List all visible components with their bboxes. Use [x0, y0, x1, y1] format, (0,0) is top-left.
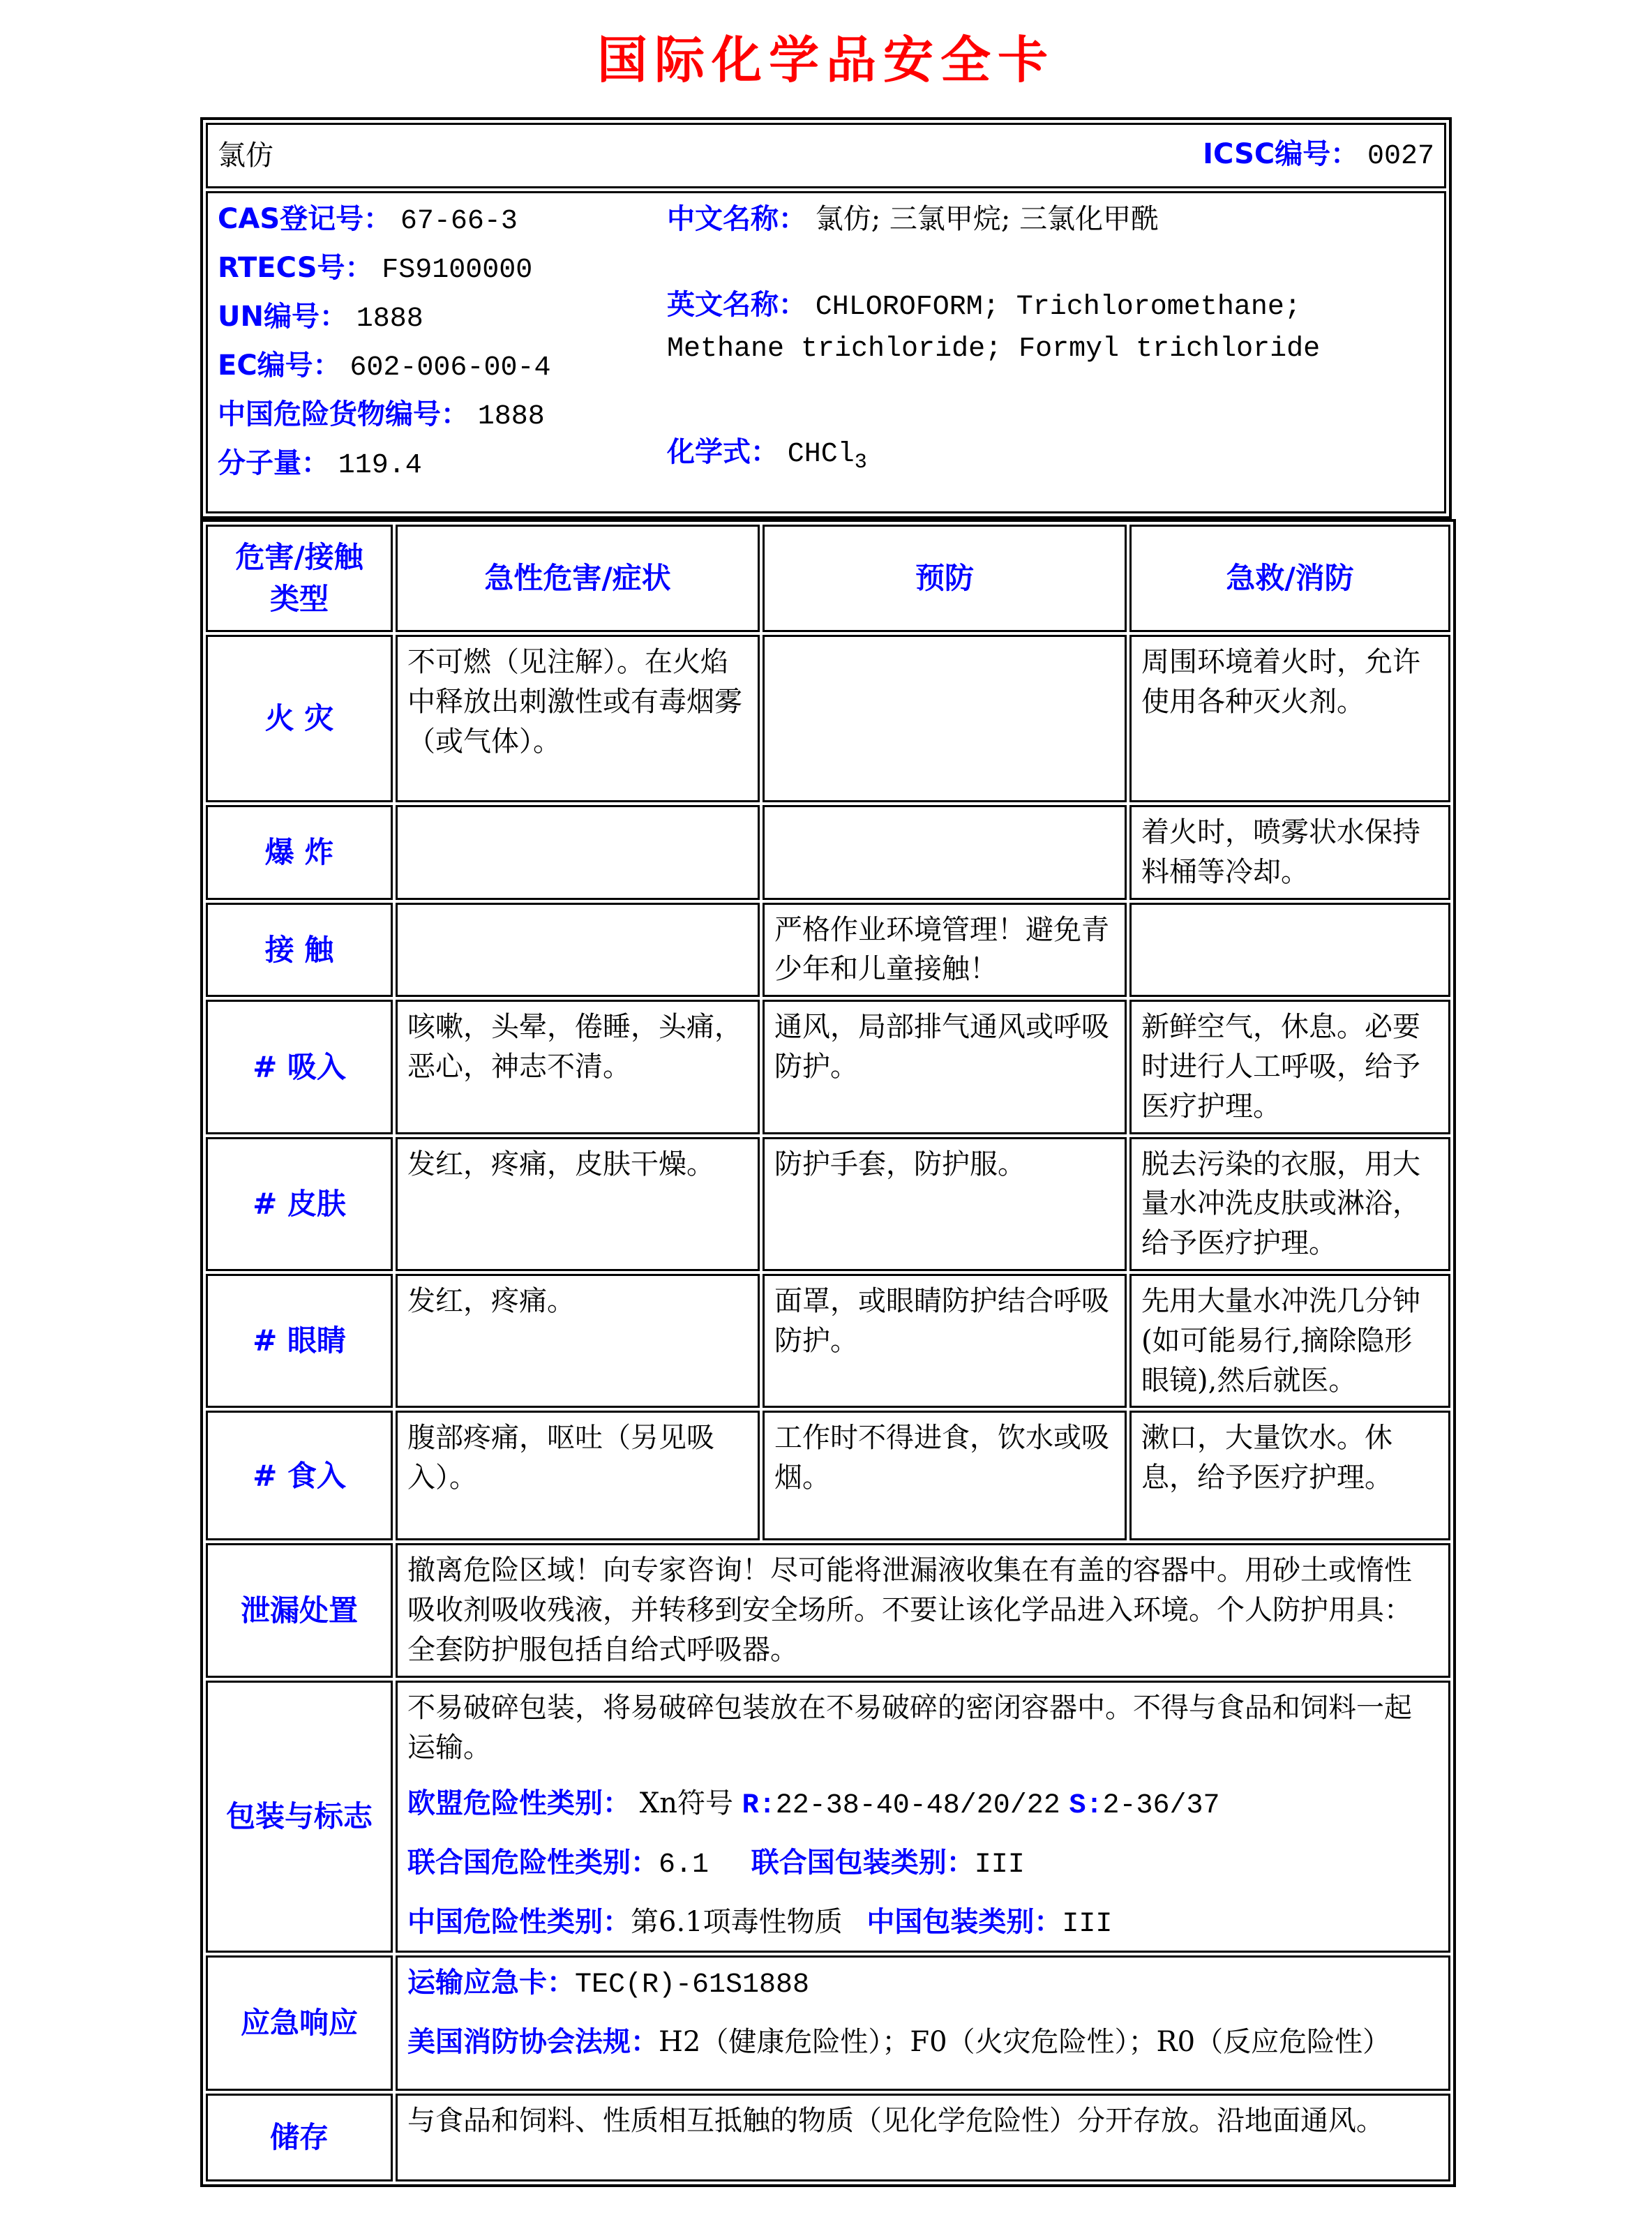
formula-line — [667, 436, 1434, 479]
row-label-eyes: # 眼睛 — [206, 1274, 393, 1408]
chinese-name-line — [667, 203, 1434, 235]
molecular-weight-value: 119.4 — [338, 450, 422, 481]
row-label-ingestion: # 食入 — [206, 1411, 393, 1540]
substance-name: 氯仿 — [218, 139, 273, 172]
tremcard-line — [407, 1963, 1439, 2006]
chinese-name-value: 氯仿; 三氯甲烷; 三氯化甲酰 — [815, 203, 1159, 235]
nfpa-label: 美国消防协会法规： — [407, 2025, 659, 2058]
molecular-weight-label: 分子量： — [218, 447, 329, 479]
nfpa-line — [407, 2022, 1439, 2062]
page-title: 国际化学品安全卡 — [596, 30, 1055, 89]
identification-body — [206, 191, 1446, 513]
cas-number-line — [218, 203, 657, 238]
storage-row — [206, 2094, 1450, 2181]
exposure-first-aid-cell — [1129, 903, 1450, 998]
un-number-line — [218, 301, 657, 336]
ingestion-prevention-cell: 工作时不得进食，饮水或吸烟。 — [763, 1411, 1127, 1540]
r-phrases-label: R: — [742, 1790, 776, 1822]
row-label-spill: 泄漏处置 — [206, 1543, 393, 1677]
tremcard-label: 运输应急卡： — [407, 1966, 575, 1999]
ingestion-symptoms-cell: 腹部疼痛，呕吐（另见吸入）。 — [396, 1411, 760, 1540]
skin-prevention-cell: 防护手套，防护服。 — [763, 1137, 1127, 1271]
china-dg-number-value: 1888 — [477, 401, 545, 433]
row-label-inhalation: # 吸入 — [206, 1000, 393, 1134]
fire-first-aid-cell: 周围环境着火时，允许使用各种灭火剂。 — [1129, 635, 1450, 802]
cn-hazard-class-label: 中国危险性类别： — [407, 1905, 631, 1938]
r-phrases-value: 22-38-40-48/20/22 — [775, 1790, 1060, 1822]
ec-number-label: EC编号： — [218, 350, 341, 382]
row-label-fire: 火 灾 — [206, 635, 393, 802]
rtecs-number-line — [218, 252, 657, 287]
row-label-packaging: 包装与标志 — [206, 1681, 393, 1953]
substance-header-row — [206, 123, 1446, 188]
explosion-symptoms-cell — [396, 805, 760, 900]
ec-number-value: 602-006-00-4 — [350, 352, 551, 384]
molecular-weight-line — [218, 447, 657, 482]
china-dg-number-line — [218, 398, 657, 433]
cn-classification-line — [407, 1902, 1439, 1945]
ec-number-line — [218, 350, 657, 384]
spill-text-cell: 撤离危险区域！向专家咨询！尽可能将泄漏液收集在有盖的容器中。用砂土或惰性吸收剂吸收残液，并转移到安全场所。不要让该化学品进入环境。个人防护用具：全套防护服包括自给式呼吸器。 — [396, 1543, 1450, 1677]
chinese-name-label: 中文名称： — [667, 203, 806, 235]
emergency-cell — [396, 1955, 1450, 2091]
icsc-number-value: 0027 — [1367, 140, 1434, 172]
explosion-first-aid-cell: 着火时，喷雾状水保持料桶等冷却。 — [1129, 805, 1450, 900]
hazard-row-fire — [206, 635, 1450, 802]
eyes-first-aid-cell: 先用大量水冲洗几分钟(如可能易行,摘除隐形眼镜),然后就医。 — [1129, 1274, 1450, 1408]
packaging-cell — [396, 1681, 1450, 1953]
tremcard-value: TEC(R)-61S1888 — [575, 1969, 810, 2001]
skin-first-aid-cell: 脱去污染的衣服，用大量水冲洗皮肤或淋浴，给予医疗护理。 — [1129, 1137, 1450, 1271]
s-phrases-value: 2-36/37 — [1102, 1790, 1220, 1822]
hazard-row-inhalation — [206, 1000, 1450, 1134]
english-name-value: CHLOROFORM; Trichloromethane; Methane trichloride; Formyl trichloride — [667, 292, 1321, 365]
ingestion-first-aid-cell: 漱口，大量饮水。休息，给予医疗护理。 — [1129, 1411, 1450, 1540]
eyes-prevention-cell: 面罩，或眼睛防护结合呼吸防护。 — [763, 1274, 1127, 1408]
header-first-aid: 急救/消防 — [1129, 525, 1450, 632]
emergency-response-row — [206, 1955, 1450, 2091]
fire-prevention-cell — [763, 635, 1127, 802]
explosion-prevention-cell — [763, 805, 1127, 900]
english-name-label: 英文名称： — [667, 289, 806, 321]
eu-symbol-value: Xn符号 — [639, 1787, 742, 1820]
formula-label: 化学式： — [667, 436, 779, 468]
un-hazard-class-label: 联合国危险性类别： — [407, 1847, 659, 1879]
hazard-row-exposure — [206, 903, 1450, 998]
rtecs-number-label: RTECS号： — [218, 252, 373, 284]
inhalation-first-aid-cell: 新鲜空气，休息。必要时进行人工呼吸，给予医疗护理。 — [1129, 1000, 1450, 1134]
row-label-exposure: 接 触 — [206, 903, 393, 998]
china-dg-number-label: 中国危险货物编号： — [218, 398, 469, 430]
rtecs-number-value: FS9100000 — [382, 255, 533, 286]
header-acute-hazards: 急性危害/症状 — [396, 525, 760, 632]
fire-symptoms-cell: 不可燃（见注解）。在火焰中释放出刺激性或有毒烟雾（或气体）。 — [396, 635, 760, 802]
icsc-number-label: ICSC编号： — [1203, 137, 1359, 170]
packaging-intro: 不易破碎包装，将易破碎包装放在不易破碎的密闭容器中。不得与食品和饲料一起运输。 — [407, 1691, 1412, 1764]
hazard-header-row — [206, 525, 1450, 632]
row-label-emergency: 应急响应 — [206, 1955, 393, 2091]
un-packing-group-value: III — [974, 1849, 1025, 1882]
un-packing-group-label: 联合国包装类别： — [751, 1847, 975, 1879]
packaging-row — [206, 1681, 1450, 1953]
formula-value: CHCl — [787, 439, 855, 470]
cn-hazard-class-value: 第6.1项毒性物质 — [631, 1905, 843, 1938]
safety-card — [200, 117, 1452, 2187]
hazard-row-ingestion — [206, 1411, 1450, 1540]
inhalation-symptoms-cell: 咳嗽，头晕，倦睡，头痛，恶心，神志不清。 — [396, 1000, 760, 1134]
cas-number-value: 67-66-3 — [400, 206, 518, 237]
eu-classification-line — [407, 1784, 1439, 1826]
icsc-number-group — [1203, 135, 1434, 177]
cas-number-label: CAS登记号： — [218, 203, 392, 235]
un-number-label: UN编号： — [218, 301, 347, 333]
row-label-explosion: 爆 炸 — [206, 805, 393, 900]
un-hazard-class-value: 6.1 — [659, 1849, 709, 1882]
header-prevention: 预防 — [763, 525, 1127, 632]
hazard-row-explosion — [206, 805, 1450, 900]
spill-row — [206, 1543, 1450, 1677]
un-classification-line — [407, 1843, 1439, 1886]
hazard-table — [200, 519, 1456, 2187]
s-phrases-label: S: — [1069, 1790, 1103, 1822]
exposure-prevention-cell: 严格作业环境管理！避免青少年和儿童接触！ — [763, 903, 1127, 998]
formula-subscript: 3 — [854, 451, 867, 474]
identification-section — [200, 117, 1452, 519]
nfpa-value: H2（健康危险性）；F0（火灾危险性）；R0（反应危险性） — [659, 2025, 1391, 2058]
storage-text-cell: 与食品和饲料、性质相互抵触的物质（见化学危险性）分开存放。沿地面通风。 — [396, 2094, 1450, 2181]
skin-symptoms-cell: 发红，疼痛，皮肤干燥。 — [396, 1137, 760, 1271]
row-label-storage: 储存 — [206, 2094, 393, 2181]
exposure-symptoms-cell — [396, 903, 760, 998]
registry-numbers-column — [218, 203, 657, 496]
cn-packing-group-label: 中国包装类别： — [866, 1905, 1062, 1938]
hazard-row-skin — [206, 1137, 1450, 1271]
cn-packing-group-value: III — [1062, 1908, 1113, 1940]
english-name-line — [667, 285, 1434, 369]
row-label-skin: # 皮肤 — [206, 1137, 393, 1271]
header-hazard-type: 危害/接触 类型 — [206, 525, 393, 632]
inhalation-prevention-cell: 通风，局部排气通风或呼吸防护。 — [763, 1000, 1127, 1134]
hazard-row-eyes — [206, 1274, 1450, 1408]
un-number-value: 1888 — [356, 303, 423, 335]
eu-classification-label: 欧盟危险性类别： — [407, 1787, 631, 1820]
names-column — [667, 203, 1434, 496]
eyes-symptoms-cell: 发红，疼痛。 — [396, 1274, 760, 1408]
